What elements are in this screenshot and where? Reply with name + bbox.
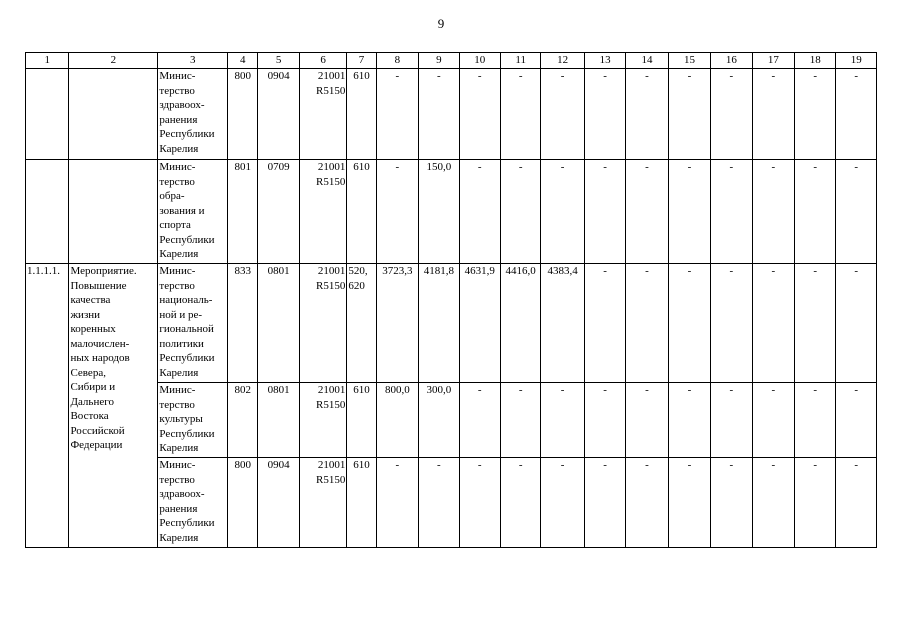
cell-code-5: 0801 bbox=[258, 383, 299, 458]
cell-code-7 bbox=[347, 160, 376, 264]
cell-value: - bbox=[459, 458, 500, 548]
cell-value: - bbox=[668, 458, 710, 548]
code-line: 21001 bbox=[317, 161, 346, 173]
cell-value: - bbox=[459, 160, 500, 264]
column-header: 3 bbox=[158, 53, 228, 69]
cell-value: - bbox=[668, 160, 710, 264]
description-line: Востока bbox=[70, 410, 109, 422]
cell-value: - bbox=[584, 160, 625, 264]
org-line: Республики bbox=[159, 427, 215, 440]
cell-value: - bbox=[376, 458, 418, 548]
cell-code-6 bbox=[299, 264, 347, 383]
cell-value: - bbox=[752, 458, 794, 548]
org-line: Минис- bbox=[159, 384, 196, 396]
code-line: 620 bbox=[348, 279, 365, 292]
cell-value: - bbox=[795, 458, 836, 548]
org-line: Минис- bbox=[159, 265, 196, 277]
column-header: 4 bbox=[228, 53, 258, 69]
cell-value: - bbox=[836, 458, 877, 548]
cell-code-6 bbox=[299, 160, 347, 264]
cell-code-7 bbox=[347, 383, 376, 458]
column-header: 16 bbox=[711, 53, 752, 69]
cell-value: - bbox=[584, 383, 625, 458]
column-header: 9 bbox=[419, 53, 459, 69]
cell-organization bbox=[158, 264, 228, 383]
cell-value: - bbox=[459, 69, 500, 160]
cell-code-6 bbox=[299, 69, 347, 160]
column-header: 19 bbox=[836, 53, 877, 69]
cell-value: 800,0 bbox=[376, 383, 418, 458]
description-line: Российской bbox=[70, 424, 125, 437]
code-line: 610 bbox=[353, 70, 370, 82]
cell-value: - bbox=[626, 160, 668, 264]
cell-value: - bbox=[376, 69, 418, 160]
cell-value: - bbox=[541, 69, 584, 160]
org-line: ранения bbox=[159, 113, 198, 126]
description-line: Севера, bbox=[70, 366, 106, 379]
description-line: Дальнего bbox=[70, 395, 114, 408]
org-line: здравоох- bbox=[159, 488, 205, 500]
cell-value: - bbox=[795, 264, 836, 383]
org-line: здравоох- bbox=[159, 99, 205, 111]
org-line: Республики bbox=[159, 517, 215, 529]
cell-value: - bbox=[584, 69, 625, 160]
cell-value: - bbox=[626, 383, 668, 458]
cell-value: - bbox=[668, 264, 710, 383]
cell-code-4: 800 bbox=[228, 69, 258, 160]
org-line: терство bbox=[159, 175, 195, 188]
column-header: 14 bbox=[626, 53, 668, 69]
cell-description bbox=[69, 160, 158, 264]
description-line: Мероприятие. bbox=[70, 265, 137, 277]
org-line: терство bbox=[159, 279, 195, 292]
column-header: 18 bbox=[795, 53, 836, 69]
column-header: 5 bbox=[258, 53, 299, 69]
org-line: гиональной bbox=[159, 323, 214, 335]
org-line: ной и ре- bbox=[159, 308, 203, 321]
header-row bbox=[26, 53, 877, 69]
description-line: коренных bbox=[70, 323, 116, 335]
cell-code-6 bbox=[299, 458, 347, 548]
cell-value: - bbox=[711, 69, 752, 160]
org-line: обра- bbox=[159, 190, 185, 202]
description-line: жизни bbox=[70, 308, 101, 321]
org-line: спорта bbox=[159, 219, 191, 231]
org-line: Минис- bbox=[159, 70, 196, 82]
cell-value: - bbox=[836, 69, 877, 160]
cell-value: - bbox=[752, 383, 794, 458]
org-line: Карелия bbox=[159, 442, 199, 454]
description-line: ных народов bbox=[70, 352, 130, 364]
cell-code-5: 0904 bbox=[258, 69, 299, 160]
cell-code-5: 0801 bbox=[258, 264, 299, 383]
cell-number: 1.1.1.1. bbox=[26, 264, 69, 548]
cell-value: - bbox=[795, 383, 836, 458]
cell-value: - bbox=[500, 69, 540, 160]
column-header: 2 bbox=[69, 53, 158, 69]
cell-value: - bbox=[541, 458, 584, 548]
cell-code-4: 801 bbox=[228, 160, 258, 264]
org-line: политики bbox=[159, 337, 204, 350]
cell-organization bbox=[158, 69, 228, 160]
cell-code-4: 833 bbox=[228, 264, 258, 383]
code-line: R5150 bbox=[316, 279, 346, 292]
column-header: 13 bbox=[584, 53, 625, 69]
cell-value: - bbox=[626, 69, 668, 160]
cell-value: 4181,8 bbox=[419, 264, 459, 383]
cell-organization bbox=[158, 160, 228, 264]
cell-value: 4631,9 bbox=[459, 264, 500, 383]
column-header: 1 bbox=[26, 53, 69, 69]
cell-value: - bbox=[419, 69, 459, 160]
cell-value: 3723,3 bbox=[376, 264, 418, 383]
code-line: R5150 bbox=[316, 84, 346, 97]
org-line: Минис- bbox=[159, 161, 196, 173]
code-line: R5150 bbox=[316, 175, 346, 188]
cell-value: 150,0 bbox=[419, 160, 459, 264]
cell-value: - bbox=[836, 264, 877, 383]
code-line: 21001 bbox=[317, 384, 346, 396]
cell-description bbox=[69, 69, 158, 160]
column-header: 11 bbox=[500, 53, 540, 69]
cell-value: - bbox=[500, 160, 540, 264]
description-line: Повышение bbox=[70, 279, 127, 292]
column-header: 6 bbox=[299, 53, 347, 69]
cell-value: - bbox=[711, 264, 752, 383]
org-line: Республики bbox=[159, 233, 215, 246]
cell-number bbox=[26, 160, 69, 264]
column-header: 17 bbox=[752, 53, 794, 69]
cell-code-7 bbox=[347, 69, 376, 160]
org-line: Республики bbox=[159, 352, 215, 364]
org-line: терство bbox=[159, 398, 195, 411]
column-header: 7 bbox=[347, 53, 376, 69]
cell-code-7 bbox=[347, 264, 376, 383]
cell-value: - bbox=[795, 160, 836, 264]
cell-code-5: 0709 bbox=[258, 160, 299, 264]
code-line: R5150 bbox=[316, 398, 346, 411]
cell-value: 4416,0 bbox=[500, 264, 540, 383]
cell-value: - bbox=[752, 160, 794, 264]
cell-value: - bbox=[752, 69, 794, 160]
code-line: 21001 bbox=[317, 459, 346, 471]
code-line: 610 bbox=[353, 459, 370, 471]
cell-organization bbox=[158, 458, 228, 548]
column-header: 8 bbox=[376, 53, 418, 69]
cell-value: - bbox=[626, 264, 668, 383]
code-line: 21001 bbox=[317, 265, 346, 277]
cell-number bbox=[26, 69, 69, 160]
cell-value: - bbox=[668, 383, 710, 458]
cell-value: - bbox=[752, 264, 794, 383]
org-line: Карелия bbox=[159, 531, 199, 544]
cell-organization bbox=[158, 383, 228, 458]
org-line: Карелия bbox=[159, 248, 199, 260]
description-line: малочислен- bbox=[70, 337, 130, 350]
column-header: 12 bbox=[541, 53, 584, 69]
org-line: националь- bbox=[159, 294, 213, 306]
cell-value: 300,0 bbox=[419, 383, 459, 458]
org-line: культуры bbox=[159, 413, 203, 425]
cell-value: - bbox=[459, 383, 500, 458]
budget-table bbox=[25, 52, 877, 548]
org-line: терство bbox=[159, 84, 195, 97]
org-line: Республики bbox=[159, 128, 215, 140]
cell-code-5: 0904 bbox=[258, 458, 299, 548]
cell-value: - bbox=[541, 383, 584, 458]
description-line: Федерации bbox=[70, 439, 123, 451]
description-line: Сибири и bbox=[70, 381, 116, 393]
cell-value: 4383,4 bbox=[541, 264, 584, 383]
cell-code-4: 800 bbox=[228, 458, 258, 548]
cell-value: - bbox=[541, 160, 584, 264]
org-line: Минис- bbox=[159, 459, 196, 471]
table-row bbox=[26, 69, 877, 160]
code-line: 610 bbox=[353, 384, 370, 396]
cell-value: - bbox=[500, 383, 540, 458]
cell-value: - bbox=[584, 458, 625, 548]
code-line: 21001 bbox=[317, 70, 346, 82]
code-line: 520, bbox=[348, 265, 368, 277]
column-header: 10 bbox=[459, 53, 500, 69]
code-line: 610 bbox=[353, 161, 370, 173]
cell-value: - bbox=[500, 458, 540, 548]
cell-value: - bbox=[376, 160, 418, 264]
page-number: 9 bbox=[437, 16, 445, 31]
table-row bbox=[26, 160, 877, 264]
cell-value: - bbox=[584, 264, 625, 383]
cell-value: - bbox=[626, 458, 668, 548]
cell-code-6 bbox=[299, 383, 347, 458]
org-line: Карелия bbox=[159, 142, 199, 155]
column-header: 15 bbox=[668, 53, 710, 69]
org-line: зования и bbox=[159, 204, 205, 217]
cell-value: - bbox=[668, 69, 710, 160]
cell-description bbox=[69, 264, 158, 548]
code-line: R5150 bbox=[316, 473, 346, 486]
cell-value: - bbox=[711, 383, 752, 458]
org-line: терство bbox=[159, 473, 195, 486]
cell-value: - bbox=[795, 69, 836, 160]
cell-value: - bbox=[836, 160, 877, 264]
cell-code-7 bbox=[347, 458, 376, 548]
description-line: качества bbox=[70, 294, 111, 306]
table-row bbox=[26, 264, 877, 383]
org-line: ранения bbox=[159, 502, 198, 515]
cell-value: - bbox=[711, 458, 752, 548]
cell-value: - bbox=[836, 383, 877, 458]
cell-code-4: 802 bbox=[228, 383, 258, 458]
cell-value: - bbox=[419, 458, 459, 548]
org-line: Карелия bbox=[159, 366, 199, 379]
cell-value: - bbox=[711, 160, 752, 264]
